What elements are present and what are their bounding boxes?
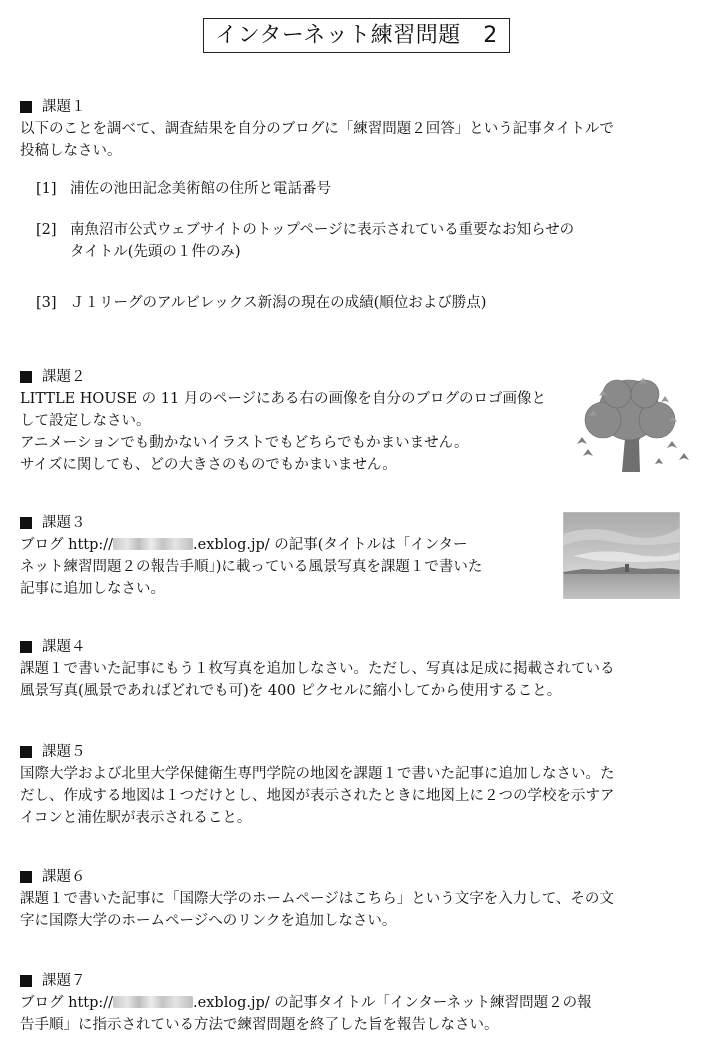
- task-5-heading: 課題５: [20, 741, 686, 763]
- page-title: インターネット練習問題 2: [203, 18, 510, 53]
- task-7-line: 告手順」に指示されている方法で練習問題を終了した旨を報告しなさい。: [20, 1017, 499, 1033]
- task-1-item-3: [3] Ｊ１リーグのアルビレックス新潟の現在の成績(順位および勝点): [36, 295, 487, 311]
- task-7: [20, 970, 686, 1036]
- task-5-line: イコンと浦佐駅が表示されること。: [20, 810, 252, 826]
- task-2-line: LITTLE HOUSE の 11 月のページにある右の画像を自分のブログのロゴ画像と: [20, 391, 547, 407]
- task-2-line: サイズに関しても、どの大きさのものでもかまいません。: [20, 457, 397, 473]
- task-3-line: ネット練習問題２の報告手順」)に載っている風景写真を課題１で書いた: [20, 559, 483, 575]
- redacted-url: [113, 996, 193, 1008]
- task-2-line: して設定しなさい。: [20, 413, 151, 429]
- task-4-line: 風景写真(風景であればどれでも可)を 400 ピクセルに縮小してから使用すること。: [20, 683, 562, 699]
- task-6-heading: 課題６: [20, 866, 686, 888]
- square-bullet-icon: [20, 975, 32, 987]
- task-1-item-2: [2] 南魚沼市公式ウェブサイトのトップページに表示されている重要なお知らせの タイトル(先頭の１件のみ): [36, 222, 575, 260]
- redacted-url: [113, 538, 193, 550]
- task-7-heading: 課題７: [20, 970, 686, 992]
- task-1-line: 以下のことを調べて、調査結果を自分のブログに「練習問題２回答」という記事タイトルで: [20, 121, 614, 137]
- task-2-line: アニメーションでも動かないイラストでもどちらでもかまいません。: [20, 435, 469, 451]
- square-bullet-icon: [20, 641, 32, 653]
- task-5: [20, 741, 686, 829]
- maple-tree-illustration: [569, 376, 695, 476]
- task-4-heading: 課題４: [20, 636, 686, 658]
- task-3-line: 記事に追加しなさい。: [20, 581, 165, 597]
- task-2-heading: 課題２: [20, 366, 686, 388]
- landscape-photo: [563, 512, 680, 599]
- task-1: [20, 96, 686, 162]
- task-1-heading: 課題１: [20, 96, 686, 118]
- task-1-item-1: [1] 浦佐の池田記念美術館の住所と電話番号: [36, 181, 331, 197]
- task-6-line: 字に国際大学のホームページへのリンクを追加しなさい。: [20, 913, 397, 929]
- task-4: [20, 636, 686, 702]
- task-7-line: ブログ http:// .exblog.jp/ の記事タイトル「インターネット練習問題２の報: [20, 995, 592, 1011]
- task-3-line: ブログ http:// .exblog.jp/ の記事(タイトルは「インター: [20, 537, 468, 553]
- task-5-line: 国際大学および北里大学保健衛生専門学院の地図を課題１で書いた記事に追加しなさい。た: [20, 766, 615, 782]
- square-bullet-icon: [20, 746, 32, 758]
- task-1-line: 投稿しなさい。: [20, 143, 122, 159]
- square-bullet-icon: [20, 517, 32, 529]
- square-bullet-icon: [20, 871, 32, 883]
- square-bullet-icon: [20, 371, 32, 383]
- task-6-line: 課題１で書いた記事に「国際大学のホームページはこちら」という文字を入力して、その文: [20, 891, 614, 907]
- square-bullet-icon: [20, 101, 32, 113]
- task-5-line: だし、作成する地図は１つだけとし、地図が表示されたときに地図上に２つの学校を示すア: [20, 788, 615, 804]
- task-3-heading: 課題３: [20, 512, 686, 534]
- task-6: [20, 866, 686, 932]
- task-4-line: 課題１で書いた記事にもう１枚写真を追加しなさい。ただし、写真は足成に掲載されている: [20, 661, 615, 677]
